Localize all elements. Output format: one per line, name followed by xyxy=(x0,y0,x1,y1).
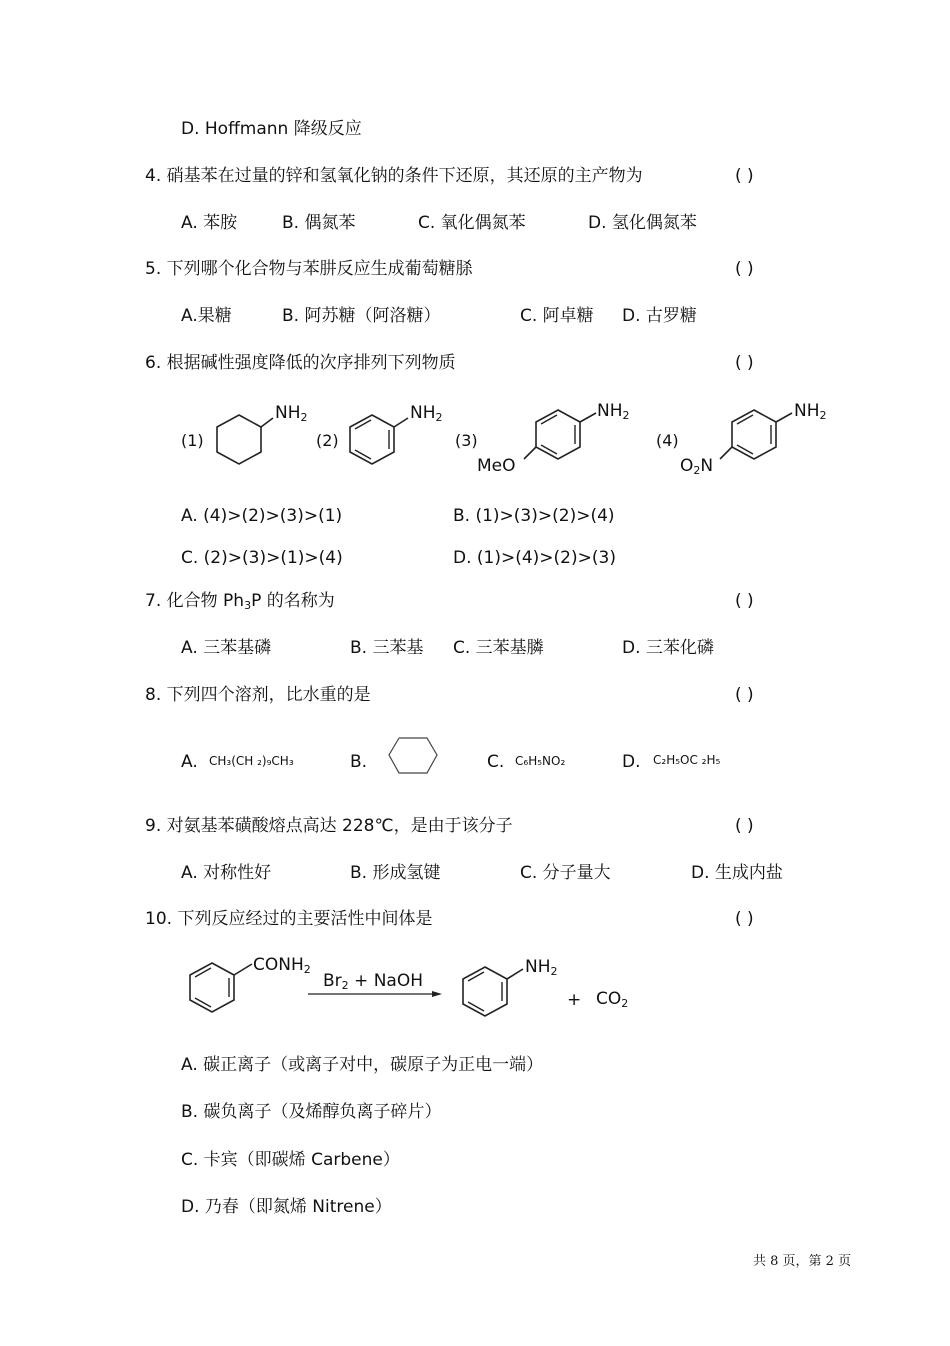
q6-3-nh2: $NH_2$ xyxy=(597,401,630,422)
q10-answer-paren: ( ) xyxy=(735,909,754,929)
q4-option-a: A. 苯胺 xyxy=(181,213,238,233)
q8-answer-paren: ( ) xyxy=(735,685,754,705)
q6-label-4: (4) xyxy=(656,431,679,450)
q9-option-d: D. 生成内盐 xyxy=(691,863,783,883)
q6-option-c: C. (2)>(3)>(1)>(4) xyxy=(181,548,343,568)
q8-option-b-label: B. xyxy=(350,752,368,772)
cyclohexane-chair-structure xyxy=(387,735,439,777)
q9-option-a: A. 对称性好 xyxy=(181,863,272,883)
q6-option-b: B. (1)>(3)>(2)>(4) xyxy=(453,506,615,526)
cyclohexylamine-structure xyxy=(205,410,275,470)
q4-option-d: D. 氢化偶氮苯 xyxy=(588,213,697,233)
q9-option-b: B. 形成氢键 xyxy=(350,863,441,883)
q6-label-2: (2) xyxy=(316,431,339,450)
q10-co2: $CO_2$ xyxy=(596,989,629,1010)
q8-option-c-formula: C₆H₅NO₂ xyxy=(515,754,566,768)
q4-stem: 4. 硝基苯在过量的锌和氢氧化钠的条件下还原，其还原的主产物为 xyxy=(145,166,643,186)
q8-option-a-formula: CH₃(CH ₂)₉CH₃ xyxy=(209,754,294,768)
q7-stem: 7. 化合物 $Ph_3P$ 的名称为 xyxy=(145,591,335,612)
q10-option-a: A. 碳正离子（或离子对中，碳原子为正电一端） xyxy=(181,1055,544,1075)
page-footer: 共 8 页，第 2 页 xyxy=(753,1254,852,1269)
q7-option-b: B. 三苯基 xyxy=(350,638,424,658)
q7-option-a: A. 三苯基磷 xyxy=(181,638,272,658)
q9-stem: 9. 对氨基苯磺酸熔点高达 228℃，是由于该分子 xyxy=(145,816,513,836)
q10-stem: 10. 下列反应经过的主要活性中间体是 xyxy=(145,909,433,929)
q10-plus: + xyxy=(567,990,582,1010)
q6-label-3: (3) xyxy=(455,431,478,450)
reaction-arrow xyxy=(308,989,443,999)
aniline-product-structure xyxy=(455,962,535,1024)
q8-stem: 8. 下列四个溶剂，比水重的是 xyxy=(145,685,371,705)
q5-option-c: C. 阿卓糖 xyxy=(520,306,594,326)
aniline-structure xyxy=(342,410,412,470)
q6-3-methoxy: MeO xyxy=(477,456,516,476)
q6-4-nitro: $O_2N$ xyxy=(680,456,714,477)
q7-answer-paren: ( ) xyxy=(735,591,754,611)
q8-option-d-formula: C₂H₅OC ₂H₅ xyxy=(653,753,721,767)
q4-option-c: C. 氧化偶氮苯 xyxy=(418,213,526,233)
q9-option-c: C. 分子量大 xyxy=(520,863,611,883)
q9-answer-paren: ( ) xyxy=(735,816,754,836)
q8-option-a-label: A. xyxy=(181,752,198,772)
q3-option-d: D. Hoffmann 降级反应 xyxy=(181,119,362,139)
q8-option-c-label: C. xyxy=(487,752,505,772)
q10-conh2: $CONH_2$ xyxy=(253,955,311,976)
q7-option-c: C. 三苯基膦 xyxy=(453,638,544,658)
benzamide-structure xyxy=(182,958,262,1020)
q6-stem: 6. 根据碱性强度降低的次序排列下列物质 xyxy=(145,353,456,373)
q10-option-d: D. 乃春（即氮烯 Nitrene） xyxy=(181,1197,392,1217)
q6-option-d: D. (1)>(4)>(2)>(3) xyxy=(453,548,616,568)
q4-answer-paren: ( ) xyxy=(735,166,754,186)
q10-product-nh2: $NH_2$ xyxy=(525,957,558,978)
q5-option-d: D. 古罗糖 xyxy=(622,306,697,326)
q4-option-b: B. 偶氮苯 xyxy=(282,213,356,233)
q10-option-c: C. 卡宾（即碳烯 Carbene） xyxy=(181,1150,400,1170)
q10-reagent: $Br_2$ + NaOH xyxy=(323,971,424,992)
q5-answer-paren: ( ) xyxy=(735,259,754,279)
q5-stem: 5. 下列哪个化合物与苯肼反应生成葡萄糖脎 xyxy=(145,259,473,279)
p-nitroaniline-structure xyxy=(716,405,806,475)
q6-option-a: A. (4)>(2)>(3)>(1) xyxy=(181,506,343,526)
q7-option-d: D. 三苯化磷 xyxy=(622,638,714,658)
q6-1-nh2: $NH_2$ xyxy=(275,403,308,424)
q6-4-nh2: $NH_2$ xyxy=(794,401,827,422)
q5-option-a: A.果糖 xyxy=(181,306,232,326)
q5-option-b: B. 阿苏糖（阿洛糖） xyxy=(282,306,441,326)
q6-label-1: (1) xyxy=(181,431,204,450)
q10-option-b: B. 碳负离子（及烯醇负离子碎片） xyxy=(181,1102,442,1122)
q6-answer-paren: ( ) xyxy=(735,353,754,373)
q8-option-d-label: D. xyxy=(622,752,641,772)
q6-2-nh2: $NH_2$ xyxy=(410,403,443,424)
